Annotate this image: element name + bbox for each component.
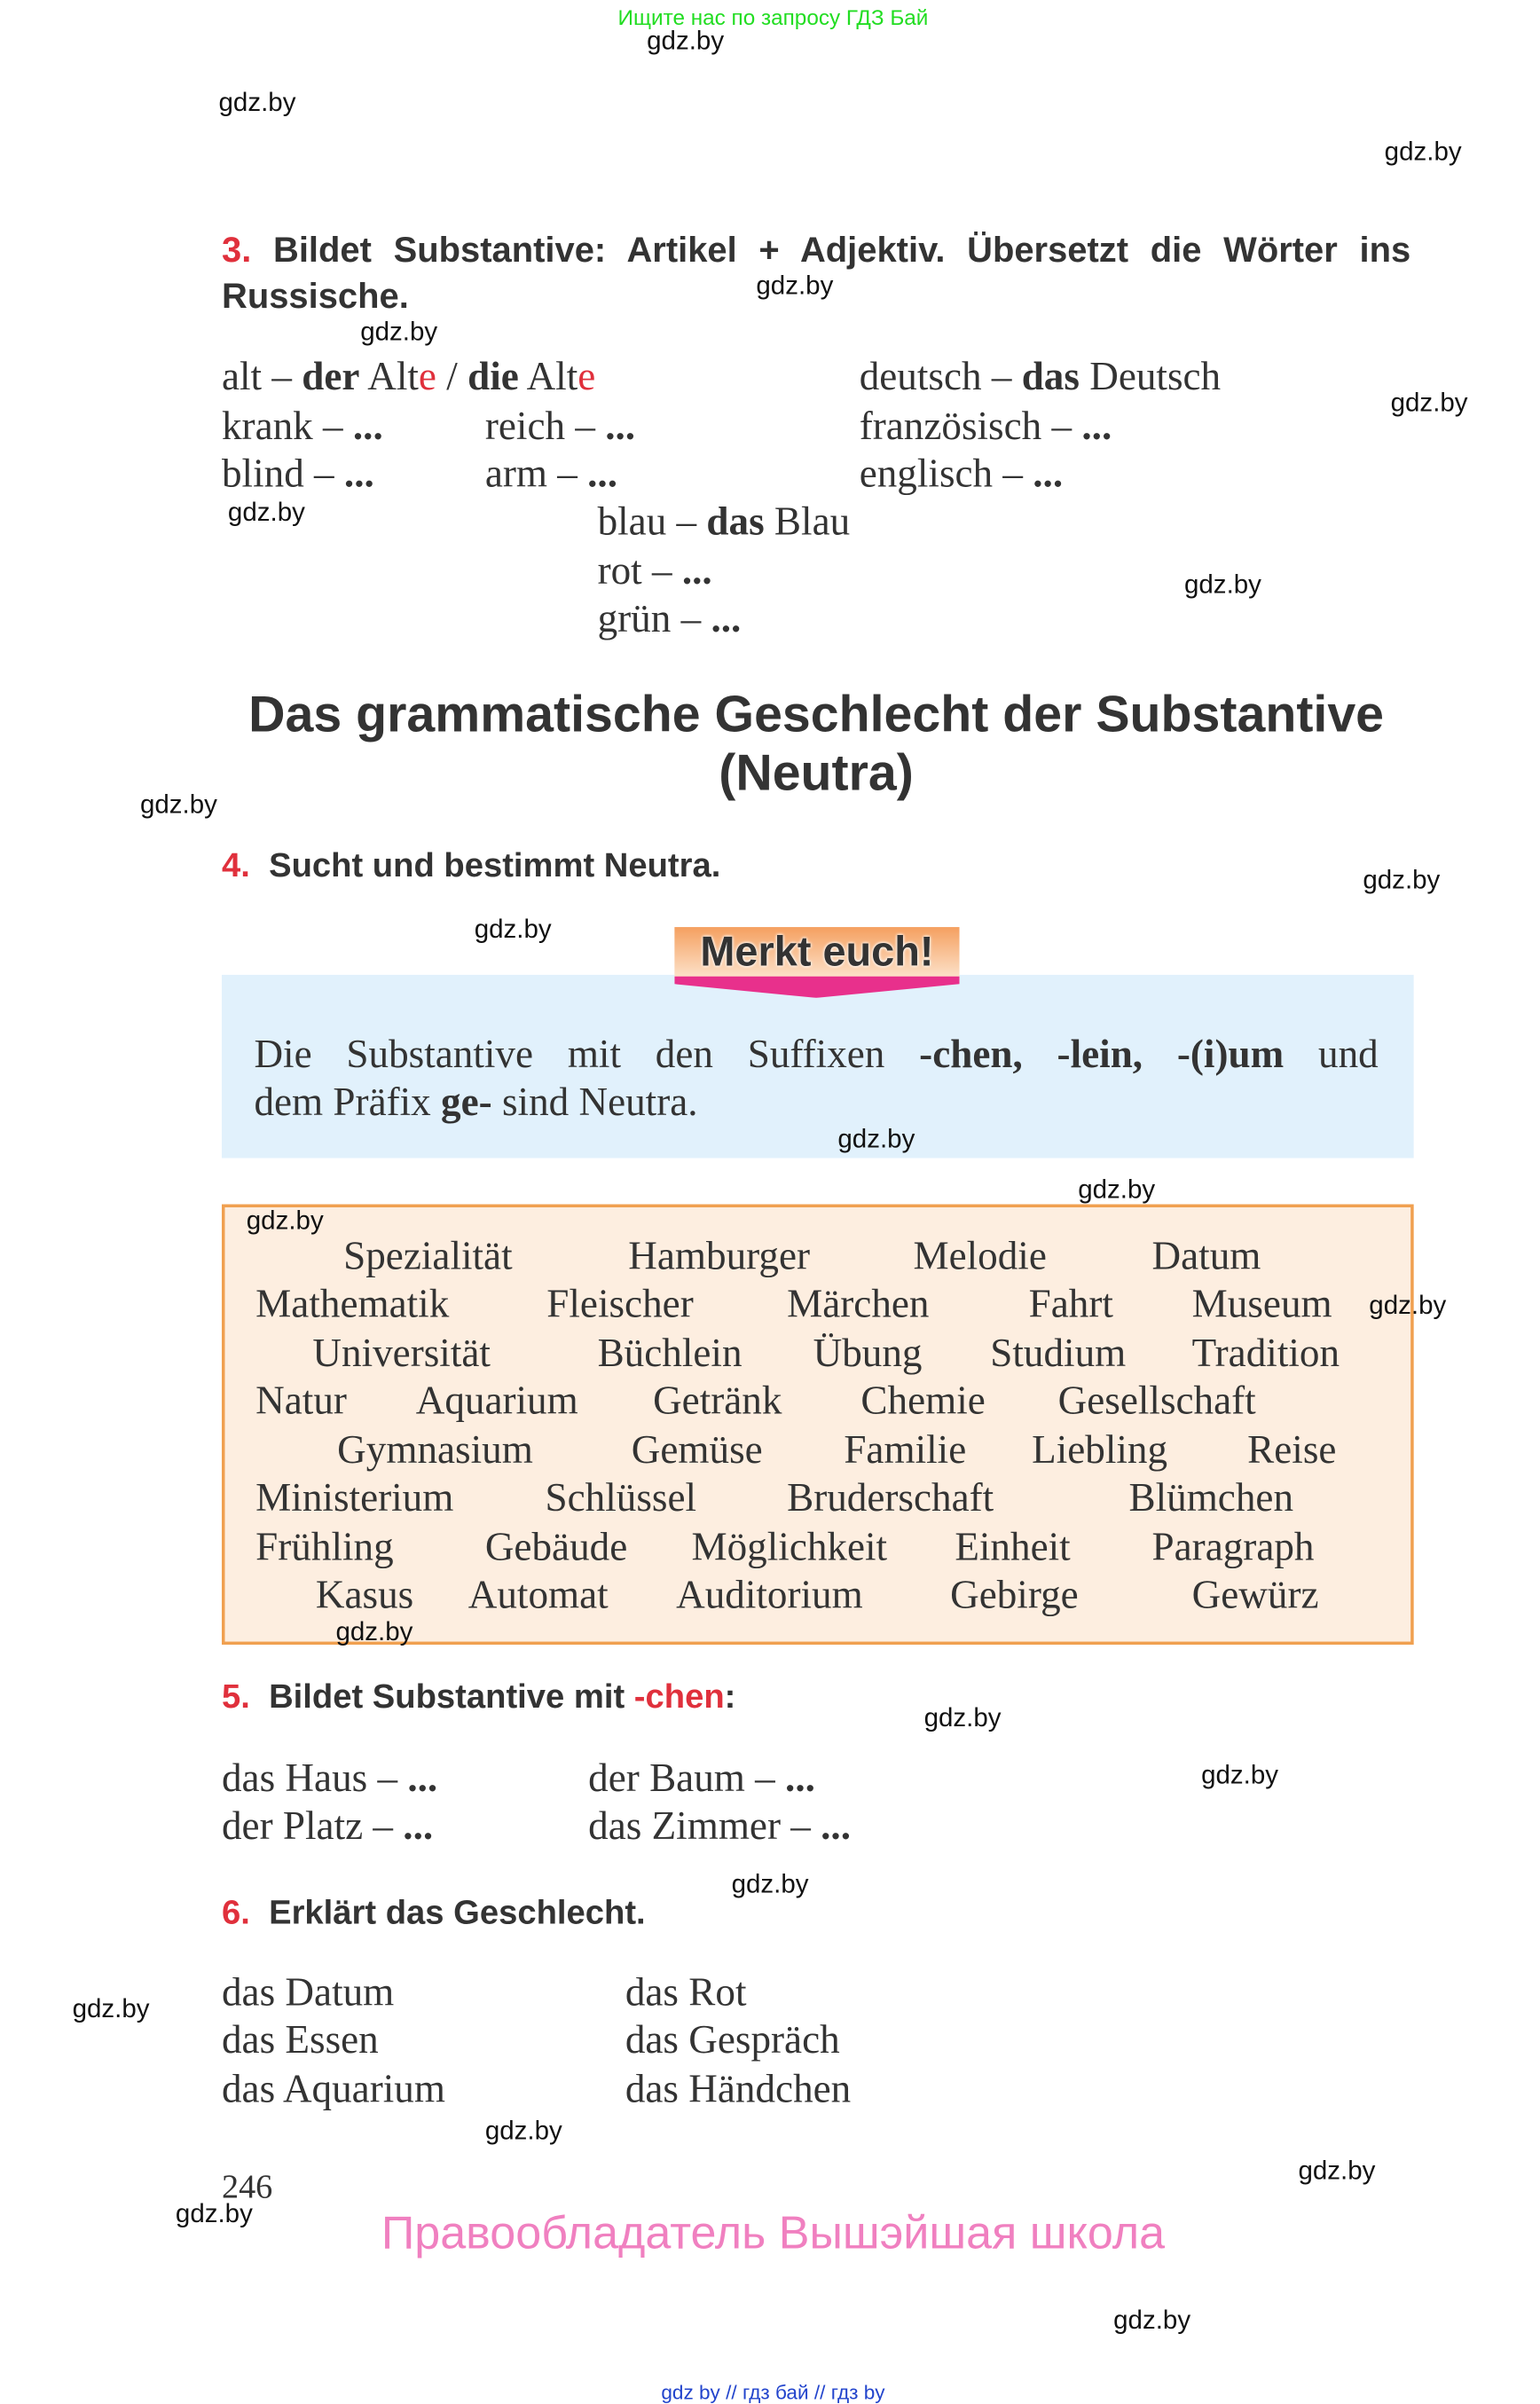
watermark-text: gdz.by — [484, 2116, 562, 2146]
watermark-text: gdz.by — [218, 87, 296, 117]
word-item: Getränk — [653, 1378, 782, 1424]
word-item: Melodie — [913, 1233, 1047, 1278]
text: das Haus – — [221, 1756, 408, 1801]
word-item: Gebäude — [484, 1524, 628, 1569]
text: deutsch – — [859, 354, 1022, 399]
text: arm – — [484, 451, 588, 496]
exercise-item — [597, 548, 712, 593]
watermark-text: gdz.by — [474, 915, 552, 945]
header-note: Ищите нас по запросу ГДЗ Бай — [617, 4, 929, 29]
word-item: Ministerium — [255, 1475, 454, 1520]
task-text — [269, 1677, 735, 1716]
watermark-text: gdz.by — [1369, 1290, 1447, 1320]
text: dem Präfix — [254, 1079, 442, 1125]
task-number: 4. — [221, 845, 250, 884]
word-item: Liebling — [1032, 1427, 1168, 1473]
text: Blau — [764, 499, 851, 544]
task-text: Erklärt das Geschlecht. — [269, 1892, 646, 1931]
highlight-text: e — [418, 354, 436, 399]
watermark-text: gdz.by — [837, 1124, 915, 1154]
text: der Platz – — [221, 1803, 404, 1849]
text: grün – — [597, 595, 711, 641]
bold-text: ... — [711, 595, 742, 641]
bold-text: -chen, -lein, -(i)um — [919, 1032, 1285, 1077]
watermark-text: gdz.by — [1384, 137, 1462, 167]
watermark-text: gdz.by — [227, 497, 305, 527]
watermark-text: gdz.by — [647, 26, 725, 56]
footer-link[interactable]: гдз by — [830, 2380, 885, 2404]
text: Bildet Substantive mit — [269, 1677, 634, 1716]
word-item: Datum — [1151, 1233, 1261, 1278]
bold-text: der — [302, 354, 360, 399]
example-item — [597, 499, 851, 544]
example-item — [859, 354, 1222, 399]
bold-text: ... — [605, 403, 636, 449]
bold-text: ... — [352, 403, 383, 449]
word-item: Chemie — [860, 1378, 986, 1424]
watermark-text: gdz.by — [175, 2199, 253, 2228]
word-item: Tradition — [1191, 1330, 1340, 1376]
text: Deutsch — [1079, 354, 1222, 399]
watermark-text: gdz.by — [923, 1703, 1002, 1732]
task3-heading — [221, 229, 1411, 270]
bold-text: ... — [1081, 403, 1112, 449]
footer-separator: // — [726, 2380, 737, 2404]
page-number: 246 — [221, 2166, 273, 2205]
word-item: Kasus — [315, 1572, 414, 1617]
highlight-text: -chen — [633, 1677, 725, 1716]
word-item: Frühling — [255, 1524, 394, 1569]
highlight-text: e — [578, 354, 596, 399]
word-item: Möglichkeit — [691, 1524, 888, 1569]
exercise-item — [588, 1803, 852, 1849]
watermark-text: gdz.by — [1363, 865, 1441, 895]
section-title: Das grammatische Geschlecht der Substantive — [248, 685, 1385, 742]
exercise-item: das Aquarium — [221, 2066, 445, 2112]
text: und — [1284, 1032, 1379, 1077]
text: Alt — [359, 354, 419, 399]
exercise-item — [597, 595, 742, 641]
merkt-badge-label: Merkt euch! — [700, 928, 934, 975]
watermark-text: gdz.by — [360, 317, 438, 347]
task-text: Bildet Substantive: Artikel + Adjektiv. Übersetzt die Wörter ins — [273, 229, 1411, 270]
text: englisch – — [859, 451, 1033, 496]
task4-heading — [221, 845, 721, 884]
exercise-item — [221, 451, 374, 496]
copyright-text: Правообладатель Вышэйшая школа — [381, 2208, 1166, 2259]
word-item: Aquarium — [415, 1378, 578, 1424]
task5-heading — [221, 1677, 736, 1716]
text: das Zimmer – — [588, 1803, 821, 1849]
example-item — [221, 354, 596, 399]
word-item: Bruderschaft — [787, 1475, 994, 1520]
exercise-item: das Händchen — [625, 2066, 852, 2112]
exercise-item — [588, 1756, 815, 1801]
exercise-item — [484, 403, 636, 449]
bold-text: ... — [343, 451, 374, 496]
rule-text-line — [254, 1079, 698, 1125]
bold-text: ... — [403, 1803, 434, 1849]
bold-text: ... — [1033, 451, 1064, 496]
footer-links — [0, 2380, 1540, 2404]
rule-text-line — [254, 1032, 1379, 1077]
word-item: Museum — [1191, 1281, 1332, 1326]
word-item: Blümchen — [1128, 1475, 1294, 1520]
exercise-item — [484, 451, 618, 496]
watermark-text: gdz.by — [1201, 1760, 1279, 1790]
exercise-item — [221, 403, 383, 449]
word-item: Spezialität — [343, 1233, 513, 1278]
badge-arrow-icon — [674, 977, 959, 998]
footer-link[interactable]: гдз бай — [742, 2380, 809, 2404]
word-item: Automat — [468, 1572, 609, 1617]
text: alt – — [221, 354, 302, 399]
word-item: Gesellschaft — [1057, 1378, 1256, 1424]
exercise-item — [221, 1756, 438, 1801]
word-item: Reise — [1247, 1427, 1337, 1473]
word-item: Übung — [813, 1330, 923, 1376]
text: französisch – — [859, 403, 1082, 449]
text: sind Neutra. — [491, 1079, 698, 1125]
word-item: Fahrt — [1028, 1281, 1113, 1326]
text: reich – — [484, 403, 606, 449]
word-item: Büchlein — [597, 1330, 742, 1376]
task-number: 6. — [221, 1892, 250, 1931]
word-item: Fleischer — [546, 1281, 694, 1326]
bold-text: ... — [407, 1756, 438, 1801]
text: Die Substantive mit den Suffixen — [254, 1032, 920, 1077]
word-item: Gewürz — [1191, 1572, 1319, 1617]
text: blind – — [221, 451, 344, 496]
word-item: Universität — [312, 1330, 491, 1376]
task3-heading-line2: Russische. — [221, 275, 409, 316]
watermark-text: gdz.by — [246, 1206, 324, 1236]
watermark-text: gdz.by — [731, 1869, 809, 1899]
word-item: Gymnasium — [337, 1427, 533, 1473]
watermark-text: gdz.by — [139, 790, 217, 820]
bold-text: ge- — [441, 1079, 492, 1125]
word-item: Gemüse — [631, 1427, 763, 1473]
word-item: Märchen — [787, 1281, 930, 1326]
exercise-item: das Datum — [221, 1969, 395, 2015]
task6-heading — [221, 1892, 646, 1931]
text: der Baum – — [588, 1756, 786, 1801]
bold-text: ... — [821, 1803, 852, 1849]
text: krank – — [221, 403, 353, 449]
text: : — [724, 1677, 736, 1716]
bold-text: ... — [785, 1756, 815, 1801]
bold-text: die — [468, 354, 519, 399]
word-item: Natur — [255, 1378, 347, 1424]
word-item: Familie — [844, 1427, 967, 1473]
watermark-text: gdz.by — [335, 1616, 413, 1646]
bold-text: das — [1021, 354, 1080, 399]
bold-text: ... — [681, 548, 712, 593]
watermark-text: gdz.by — [1113, 2305, 1191, 2335]
word-item: Gebirge — [950, 1572, 1079, 1617]
bold-text: das — [706, 499, 765, 544]
text: rot – — [597, 548, 682, 593]
section-title-line2: (Neutra) — [719, 743, 914, 801]
text: / — [436, 354, 468, 399]
bold-text: ... — [587, 451, 618, 496]
word-item: Schlüssel — [545, 1475, 697, 1520]
word-item: Auditorium — [676, 1572, 863, 1617]
exercise-item: das Gespräch — [625, 2017, 840, 2062]
watermark-text: gdz.by — [72, 1994, 150, 2024]
footer-separator: // — [813, 2380, 826, 2404]
text: blau – — [597, 499, 707, 544]
text: Alt — [518, 354, 578, 399]
watermark-text: gdz.by — [1298, 2156, 1376, 2186]
task-number: 5. — [221, 1677, 250, 1716]
watermark-text: gdz.by — [756, 271, 834, 301]
watermark-text: gdz.by — [1183, 570, 1261, 600]
exercise-item: das Essen — [221, 2017, 379, 2062]
exercise-item — [859, 451, 1064, 496]
word-item: Hamburger — [628, 1233, 811, 1278]
task-number: 3. — [221, 229, 252, 270]
word-item: Paragraph — [1151, 1524, 1315, 1569]
task-text: Sucht und bestimmt Neutra. — [269, 845, 721, 884]
watermark-text: gdz.by — [1390, 388, 1468, 418]
exercise-item — [859, 403, 1112, 449]
watermark-text: gdz.by — [1078, 1175, 1156, 1205]
exercise-item — [221, 1803, 434, 1849]
exercise-item: das Rot — [625, 1969, 747, 2015]
word-item: Mathematik — [255, 1281, 450, 1326]
word-item: Studium — [990, 1330, 1127, 1376]
word-item: Einheit — [955, 1524, 1071, 1569]
footer-link[interactable]: gdz by — [661, 2380, 720, 2404]
